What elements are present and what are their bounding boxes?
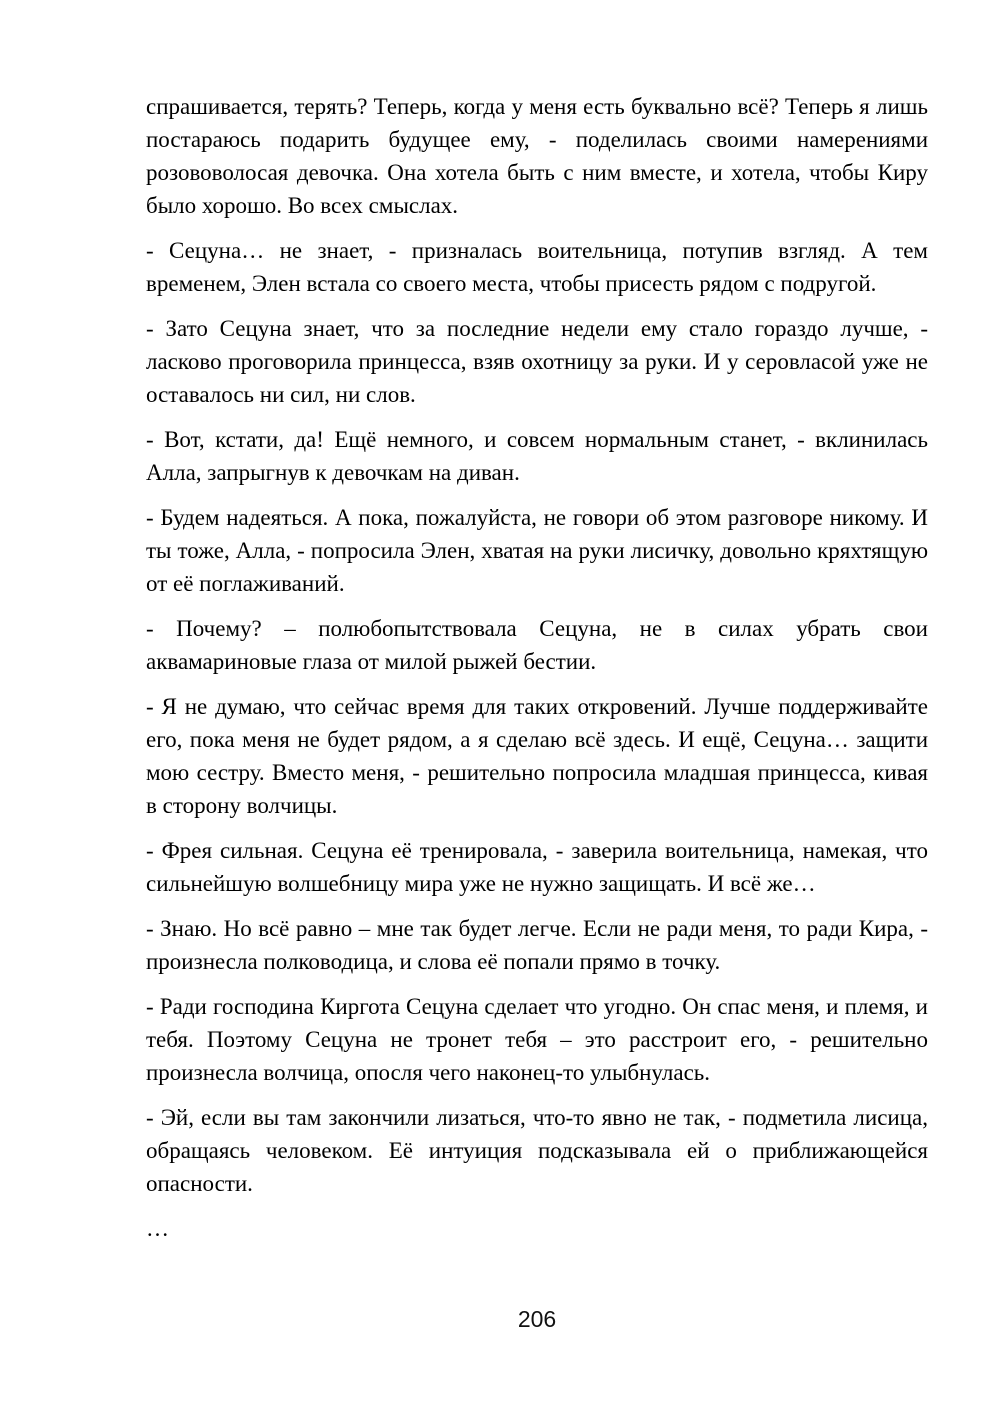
paragraph: - Ради господина Киргота Сецуна сделает что угодно. Он спас меня, и племя, и тебя. Поэтому Сецуна не тронет тебя – это расстроит его, - решительно произнесла волчица, опосля чего наконец-то улыбнулась. — [146, 994, 928, 1085]
page-footer — [146, 1306, 928, 1332]
paragraph: - Эй, если вы там закончили лизаться, что-то явно не так, - подметила лисица, обращаясь человеком. Её интуиция подсказывала ей о приближающейся опасности. — [146, 1105, 928, 1196]
text-body — [146, 90, 928, 1257]
paragraph-ellipsis: … — [146, 1216, 169, 1241]
paragraph: - Почему? – полюбопытствовала Сецуна, не в силах убрать свои аквамариновые глаза от милой рыжей бестии. — [146, 616, 928, 674]
paragraph: спрашивается, терять? Теперь, когда у меня есть буквально всё? Теперь я лишь постараюсь подарить будущее ему, - поделилась своими намерениями розововолосая девочка. Она хотела быть с ним вместе, и хотела, чтобы Киру было хорошо. Во всех смыслах. — [146, 94, 928, 218]
paragraph: - Вот, кстати, да! Ещё немного, и совсем нормальным станет, - вклинилась Алла, запрыгнув к девочкам на диван. — [146, 427, 928, 485]
page-number: 206 — [517, 1306, 557, 1332]
paragraph: - Я не думаю, что сейчас время для таких откровений. Лучше поддерживайте его, пока меня не будет рядом, а я сделаю всё здесь. И ещё, Сецуна… защити мою сестру. Вместо меня, - решительно попросила младшая принцесса, кивая в сторону волчицы. — [146, 694, 928, 818]
paragraph: - Будем надеяться. А пока, пожалуйста, не говори об этом разговоре никому. И ты тоже, Алла, - попросила Элен, хватая на руки лисичку, довольно кряхтящую от её поглаживаний. — [146, 505, 928, 596]
paragraph: - Знаю. Но всё равно – мне так будет легче. Если не ради меня, то ради Кира, - произнесла полководица, и слова её попали прямо в точку. — [146, 916, 928, 974]
paragraph: - Сецуна… не знает, - призналась воительница, потупив взгляд. А тем временем, Элен встала со своего места, чтобы присесть рядом с подругой. — [146, 238, 928, 296]
paragraph: - Зато Сецуна знает, что за последние недели ему стало гораздо лучше, - ласково проговорила принцесса, взяв охотницу за руки. И у серовласой уже не оставалось ни сил, ни слов. — [146, 316, 928, 407]
paragraph: - Фрея сильная. Сецуна её тренировала, - заверила воительница, намекая, что сильнейшую волшебницу мира уже не нужно защищать. И всё же… — [146, 838, 928, 896]
